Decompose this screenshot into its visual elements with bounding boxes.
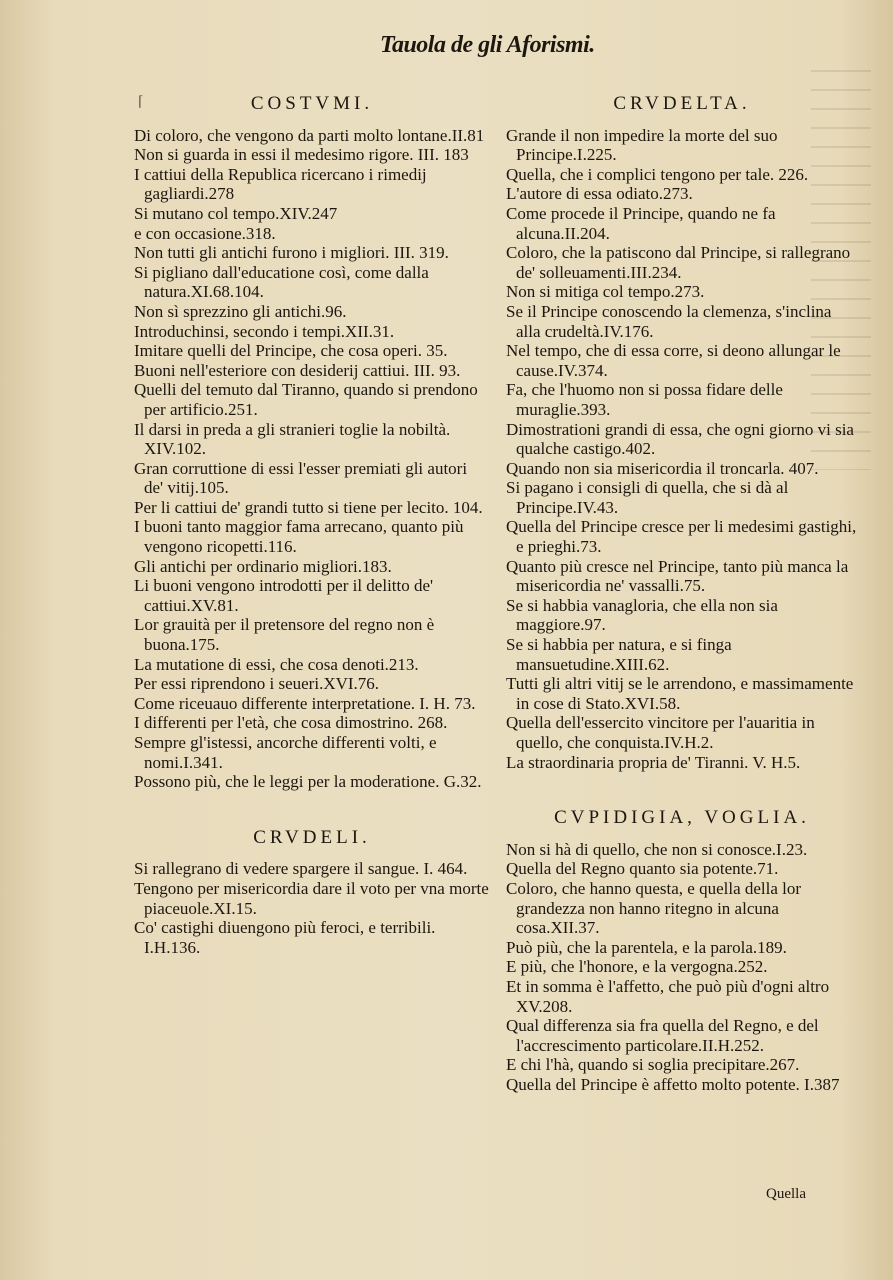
index-entry: Tutti gli altri vitij se le arrendono, e massimamente in cose di Stato.XVI.58. — [506, 674, 854, 713]
index-entry: Qual differenza sia fra quella del Regno, e del l'accrescimento particolare.II.H.252. — [506, 1016, 819, 1055]
index-entry: I cattiui della Republica ricercano i rimedij gagliardi.278 — [134, 164, 427, 204]
index-entry: Gli antichi per ordinario migliori.183. — [134, 556, 392, 576]
index-entry: Quella del Regno quanto sia potente.71. — [506, 859, 779, 879]
index-entry: E chi l'hà, quando si soglia precipitare.267. — [506, 1055, 800, 1075]
index-entry: Buoni nell'esteriore con desiderij cattiui. III. 93. — [134, 360, 461, 380]
index-entry: Il darsi in preda a gli stranieri toglie la nobiltà. XIV.102. — [134, 419, 451, 459]
index-entry: Non si hà di quello, che non si conosce.I.23. — [506, 839, 808, 859]
index-entry: Quelli del temuto dal Tiranno, quando si prendono per artificio.251. — [134, 380, 478, 419]
index-entry: e con occasione.318. — [134, 223, 276, 243]
index-entry: Introduchinsi, secondo i tempi.XII.31. — [134, 321, 395, 341]
index-entry: Se il Principe conoscendo la clemenza, s'inclina alla crudeltà.IV.176. — [506, 301, 832, 341]
index-entry: Si pagano i consigli di quella, che si dà al Principe.IV.43. — [506, 478, 789, 517]
index-entry: Quella del Principe cresce per li medesimi gastighi, e prieghi.73. — [506, 517, 857, 557]
index-entry: E più, che l'honore, e la vergogna.252. — [506, 957, 768, 977]
index-entry: Non si guarda in essi il medesimo rigore. III. 183 — [134, 145, 469, 165]
index-entry: Per essi riprendono i seueri.XVI.76. — [134, 674, 380, 694]
index-entry: La straordinaria propria de' Tiranni. V. H.5. — [506, 752, 801, 772]
index-entry: Come riceuauo differente interpretatione. I. H. 73. — [134, 693, 476, 713]
index-entry: Quella del Principe è affetto molto potente. I.387 — [506, 1074, 840, 1094]
index-entry: Li buoni vengono introdotti per il delitto de' cattiui.XV.81. — [134, 576, 434, 615]
index-entry: Come procede il Principe, quando ne fa alcuna.II.204. — [506, 203, 776, 243]
running-header: Tauola de gli Aforismi. — [380, 32, 595, 58]
right-column — [506, 88, 858, 1095]
index-entry: Lor grauità per il pretensore del regno non è buona.175. — [134, 615, 435, 655]
index-entry: Se si habbia vanagloria, che ella non sia maggiore.97. — [506, 595, 778, 635]
index-entry: Per li cattiui de' grandi tutto si tiene per lecito. 104. — [134, 497, 483, 517]
section-heading: CRVDELI. — [253, 826, 371, 848]
section-gap — [506, 772, 858, 802]
index-entry: Coloro, che hanno questa, e quella della lor grandezza non hanno ritegno in alcuna cosa.XII.37. — [506, 878, 802, 938]
index-entry: L'autore di essa odiato.273. — [506, 184, 693, 204]
section-heading: CRVDELTA. — [613, 93, 751, 114]
catchword: Quella — [766, 1186, 806, 1202]
index-entry: Quando non sia misericordia il troncarla. 407. — [506, 458, 819, 478]
index-entry: La mutatione di essi, che cosa denoti.213. — [134, 654, 419, 674]
index-entry: Non sì sprezzino gli antichi.96. — [134, 301, 347, 321]
index-entry: Nel tempo, che di essa corre, si deono allungar le cause.IV.374. — [506, 341, 841, 380]
index-entry: Si rallegrano di vedere spargere il sangue. I. 464. — [134, 859, 468, 879]
index-entry: Coloro, che la patiscono dal Principe, si rallegrano de' solleuamenti.III.234. — [506, 243, 851, 282]
index-entry: Dimostrationi grandi di essa, che ogni giorno vi sia qualche castigo.402. — [506, 419, 854, 459]
index-entry: I differenti per l'età, che cosa dimostrino. 268. — [134, 713, 448, 733]
index-entry: Quanto più cresce nel Principe, tanto più manca la misericordia ne' vassalli.75. — [506, 556, 849, 596]
section-gap — [134, 792, 490, 822]
index-entry: Gran corruttione di essi l'esser premiati gli autori de' vitij.105. — [134, 458, 468, 498]
index-entry: Non tutti gli antichi furono i migliori. III. 319. — [134, 243, 449, 263]
index-entry: Si pigliano dall'educatione così, come dalla natura.XI.68.104. — [134, 262, 429, 302]
index-entry: Di coloro, che vengono da parti molto lontane.II.81 — [134, 125, 485, 145]
index-entry: Può più, che la parentela, e la parola.189. — [506, 937, 787, 957]
section-heading: CVPIDIGIA, VOGLIA. — [554, 807, 810, 829]
index-entry: Sempre gl'istessi, ancorche differenti volti, e nomi.I.341. — [134, 733, 437, 772]
index-entry: Et in somma è l'affetto, che può più d'ogni altro XV.208. — [506, 976, 830, 1016]
index-entry: Grande il non impedire la morte del suo Principe.I.225. — [506, 125, 778, 165]
index-entry: Tengono per misericordia dare il voto per vna morte piaceuole.XI.15. — [134, 878, 489, 918]
index-entry: Possono più, che le leggi per la moderatione. G.32. — [134, 772, 482, 792]
index-entry: Si mutano col tempo.XIV.247 — [134, 203, 338, 223]
left-column — [134, 88, 490, 957]
index-entry: I buoni tanto maggior fama arrecano, quanto più vengono ricopetti.116. — [134, 517, 464, 557]
index-entry: Fa, che l'huomo non si possa fidare delle muraglie.393. — [506, 380, 783, 419]
index-entry: Imitare quelli del Principe, che cosa operi. 35. — [134, 341, 448, 361]
index-entry: Quella, che i complici tengono per tale. 226. — [506, 164, 809, 184]
index-entry: Quella dell'essercito vincitore per l'auaritia in quello, che conquista.IV.H.2. — [506, 713, 815, 752]
margin-mark: ⌈ — [138, 95, 144, 110]
index-entry: Co' castighi diuengono più feroci, e terribili. I.H.136. — [134, 918, 436, 957]
index-entry: Se si habbia per natura, e si finga mansuetudine.XIII.62. — [506, 635, 732, 674]
index-entry: Non si mitiga col tempo.273. — [506, 282, 705, 302]
section-heading: COSTVMI. — [250, 93, 374, 114]
